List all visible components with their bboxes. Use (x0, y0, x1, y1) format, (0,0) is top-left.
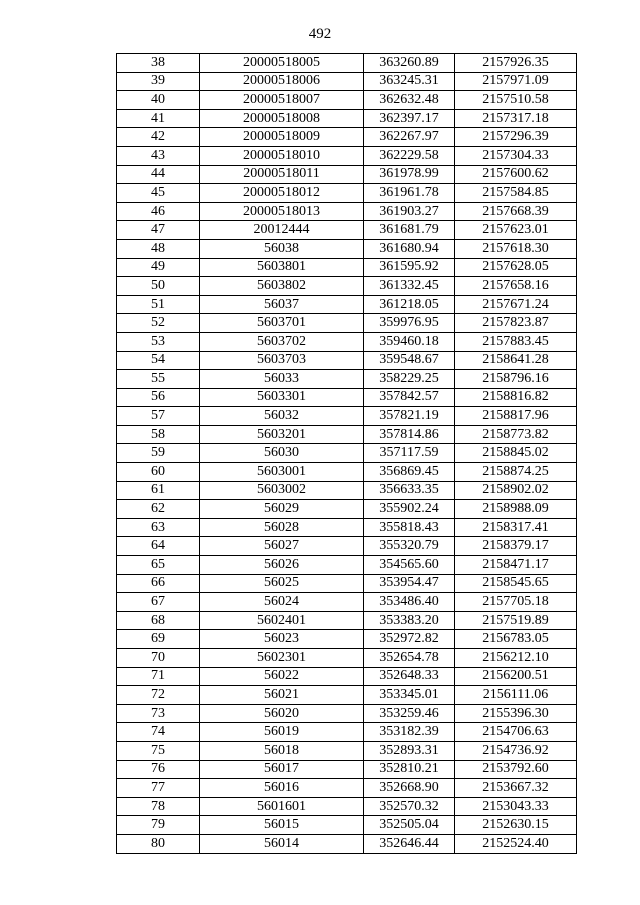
x-coordinate-cell: 362267.97 (364, 128, 455, 147)
row-number-cell: 47 (117, 221, 200, 240)
y-coordinate-cell: 2157584.85 (455, 184, 577, 203)
table-row (117, 816, 577, 835)
table-row (117, 537, 577, 556)
x-coordinate-cell: 363260.89 (364, 54, 455, 73)
point-id-cell: 56029 (200, 500, 364, 519)
y-coordinate-cell: 2157823.87 (455, 314, 577, 333)
x-coordinate-cell: 352893.31 (364, 741, 455, 760)
point-id-cell: 56032 (200, 407, 364, 426)
point-id-cell: 56020 (200, 704, 364, 723)
y-coordinate-cell: 2157304.33 (455, 146, 577, 165)
y-coordinate-cell: 2157296.39 (455, 128, 577, 147)
y-coordinate-cell: 2154706.63 (455, 723, 577, 742)
point-id-cell: 56016 (200, 779, 364, 798)
table-row (117, 202, 577, 221)
table-row (117, 165, 577, 184)
point-id-cell: 56027 (200, 537, 364, 556)
table-row (117, 760, 577, 779)
page-number: 492 (308, 26, 332, 42)
y-coordinate-cell: 2157519.89 (455, 611, 577, 630)
y-coordinate-cell: 2158796.16 (455, 370, 577, 389)
table-row (117, 109, 577, 128)
y-coordinate-cell: 2158773.82 (455, 425, 577, 444)
table-row (117, 630, 577, 649)
row-number-cell: 67 (117, 593, 200, 612)
row-number-cell: 49 (117, 258, 200, 277)
y-coordinate-cell: 2158641.28 (455, 351, 577, 370)
y-coordinate-cell: 2157705.18 (455, 593, 577, 612)
row-number-cell: 64 (117, 537, 200, 556)
x-coordinate-cell: 361903.27 (364, 202, 455, 221)
row-number-cell: 46 (117, 202, 200, 221)
point-id-cell: 20000518007 (200, 91, 364, 110)
x-coordinate-cell: 353182.39 (364, 723, 455, 742)
x-coordinate-cell: 358229.25 (364, 370, 455, 389)
row-number-cell: 68 (117, 611, 200, 630)
row-number-cell: 56 (117, 388, 200, 407)
x-coordinate-cell: 361961.78 (364, 184, 455, 203)
table-row (117, 277, 577, 296)
table-row (117, 221, 577, 240)
point-id-cell: 5603001 (200, 463, 364, 482)
row-number-cell: 45 (117, 184, 200, 203)
x-coordinate-cell: 359976.95 (364, 314, 455, 333)
point-id-cell: 56030 (200, 444, 364, 463)
x-coordinate-cell: 353486.40 (364, 593, 455, 612)
row-number-cell: 39 (117, 72, 200, 91)
x-coordinate-cell: 357842.57 (364, 388, 455, 407)
coordinates-table (116, 53, 577, 854)
x-coordinate-cell: 361680.94 (364, 239, 455, 258)
x-coordinate-cell: 354565.60 (364, 556, 455, 575)
table-row (117, 481, 577, 500)
x-coordinate-cell: 357117.59 (364, 444, 455, 463)
point-id-cell: 5603201 (200, 425, 364, 444)
y-coordinate-cell: 2158379.17 (455, 537, 577, 556)
table-row (117, 146, 577, 165)
y-coordinate-cell: 2156200.51 (455, 667, 577, 686)
table-row (117, 779, 577, 798)
y-coordinate-cell: 2158816.82 (455, 388, 577, 407)
row-number-cell: 40 (117, 91, 200, 110)
row-number-cell: 61 (117, 481, 200, 500)
point-id-cell: 5603703 (200, 351, 364, 370)
y-coordinate-cell: 2156111.06 (455, 686, 577, 705)
table-row (117, 332, 577, 351)
table-row (117, 444, 577, 463)
row-number-cell: 42 (117, 128, 200, 147)
row-number-cell: 51 (117, 295, 200, 314)
point-id-cell: 56021 (200, 686, 364, 705)
x-coordinate-cell: 353383.20 (364, 611, 455, 630)
y-coordinate-cell: 2157658.16 (455, 277, 577, 296)
x-coordinate-cell: 356869.45 (364, 463, 455, 482)
table-row (117, 295, 577, 314)
table-row (117, 314, 577, 333)
y-coordinate-cell: 2158317.41 (455, 518, 577, 537)
x-coordinate-cell: 352570.32 (364, 797, 455, 816)
row-number-cell: 73 (117, 704, 200, 723)
point-id-cell: 5602401 (200, 611, 364, 630)
row-number-cell: 52 (117, 314, 200, 333)
table-row (117, 611, 577, 630)
y-coordinate-cell: 2158471.17 (455, 556, 577, 575)
table-row (117, 184, 577, 203)
point-id-cell: 20000518013 (200, 202, 364, 221)
point-id-cell: 56018 (200, 741, 364, 760)
y-coordinate-cell: 2157971.09 (455, 72, 577, 91)
table-row (117, 556, 577, 575)
row-number-cell: 58 (117, 425, 200, 444)
coordinates-table-body (117, 54, 577, 854)
table-row (117, 128, 577, 147)
x-coordinate-cell: 362229.58 (364, 146, 455, 165)
point-id-cell: 56024 (200, 593, 364, 612)
table-row (117, 834, 577, 853)
point-id-cell: 56033 (200, 370, 364, 389)
point-id-cell: 56026 (200, 556, 364, 575)
point-id-cell: 20000518011 (200, 165, 364, 184)
x-coordinate-cell: 357814.86 (364, 425, 455, 444)
point-id-cell: 5603701 (200, 314, 364, 333)
x-coordinate-cell: 361218.05 (364, 295, 455, 314)
table-row (117, 463, 577, 482)
row-number-cell: 79 (117, 816, 200, 835)
y-coordinate-cell: 2156212.10 (455, 649, 577, 668)
point-id-cell: 20000518010 (200, 146, 364, 165)
point-id-cell: 56017 (200, 760, 364, 779)
row-number-cell: 65 (117, 556, 200, 575)
table-row (117, 370, 577, 389)
table-row (117, 723, 577, 742)
y-coordinate-cell: 2157926.35 (455, 54, 577, 73)
point-id-cell: 5603802 (200, 277, 364, 296)
table-row (117, 239, 577, 258)
point-id-cell: 20012444 (200, 221, 364, 240)
table-row (117, 704, 577, 723)
row-number-cell: 43 (117, 146, 200, 165)
table-row (117, 72, 577, 91)
row-number-cell: 50 (117, 277, 200, 296)
row-number-cell: 71 (117, 667, 200, 686)
point-id-cell: 20000518005 (200, 54, 364, 73)
row-number-cell: 69 (117, 630, 200, 649)
y-coordinate-cell: 2158988.09 (455, 500, 577, 519)
y-coordinate-cell: 2157628.05 (455, 258, 577, 277)
x-coordinate-cell: 355818.43 (364, 518, 455, 537)
row-number-cell: 75 (117, 741, 200, 760)
y-coordinate-cell: 2157317.18 (455, 109, 577, 128)
x-coordinate-cell: 359548.67 (364, 351, 455, 370)
x-coordinate-cell: 361332.45 (364, 277, 455, 296)
row-number-cell: 44 (117, 165, 200, 184)
table-row (117, 54, 577, 73)
x-coordinate-cell: 353345.01 (364, 686, 455, 705)
y-coordinate-cell: 2158545.65 (455, 574, 577, 593)
point-id-cell: 56038 (200, 239, 364, 258)
table-row (117, 593, 577, 612)
point-id-cell: 5603002 (200, 481, 364, 500)
row-number-cell: 41 (117, 109, 200, 128)
table-row (117, 425, 577, 444)
table-row (117, 686, 577, 705)
x-coordinate-cell: 352648.33 (364, 667, 455, 686)
point-id-cell: 56014 (200, 834, 364, 853)
y-coordinate-cell: 2157510.58 (455, 91, 577, 110)
point-id-cell: 20000518006 (200, 72, 364, 91)
y-coordinate-cell: 2153792.60 (455, 760, 577, 779)
table-row (117, 741, 577, 760)
y-coordinate-cell: 2157671.24 (455, 295, 577, 314)
table-row (117, 500, 577, 519)
point-id-cell: 5603301 (200, 388, 364, 407)
x-coordinate-cell: 352654.78 (364, 649, 455, 668)
y-coordinate-cell: 2157623.01 (455, 221, 577, 240)
point-id-cell: 5601601 (200, 797, 364, 816)
x-coordinate-cell: 352972.82 (364, 630, 455, 649)
point-id-cell: 56023 (200, 630, 364, 649)
row-number-cell: 78 (117, 797, 200, 816)
row-number-cell: 54 (117, 351, 200, 370)
row-number-cell: 74 (117, 723, 200, 742)
row-number-cell: 63 (117, 518, 200, 537)
x-coordinate-cell: 352505.04 (364, 816, 455, 835)
row-number-cell: 59 (117, 444, 200, 463)
point-id-cell: 5602301 (200, 649, 364, 668)
table-row (117, 258, 577, 277)
x-coordinate-cell: 362632.48 (364, 91, 455, 110)
point-id-cell: 56028 (200, 518, 364, 537)
x-coordinate-cell: 352810.21 (364, 760, 455, 779)
row-number-cell: 66 (117, 574, 200, 593)
row-number-cell: 76 (117, 760, 200, 779)
point-id-cell: 20000518009 (200, 128, 364, 147)
x-coordinate-cell: 353954.47 (364, 574, 455, 593)
row-number-cell: 60 (117, 463, 200, 482)
table-row (117, 351, 577, 370)
y-coordinate-cell: 2154736.92 (455, 741, 577, 760)
point-id-cell: 56015 (200, 816, 364, 835)
row-number-cell: 62 (117, 500, 200, 519)
point-id-cell: 56025 (200, 574, 364, 593)
row-number-cell: 70 (117, 649, 200, 668)
y-coordinate-cell: 2153043.33 (455, 797, 577, 816)
row-number-cell: 48 (117, 239, 200, 258)
table-row (117, 91, 577, 110)
row-number-cell: 57 (117, 407, 200, 426)
y-coordinate-cell: 2158874.25 (455, 463, 577, 482)
table-row (117, 649, 577, 668)
table-row (117, 574, 577, 593)
x-coordinate-cell: 361595.92 (364, 258, 455, 277)
x-coordinate-cell: 355320.79 (364, 537, 455, 556)
y-coordinate-cell: 2156783.05 (455, 630, 577, 649)
row-number-cell: 38 (117, 54, 200, 73)
table-row (117, 667, 577, 686)
y-coordinate-cell: 2158845.02 (455, 444, 577, 463)
row-number-cell: 80 (117, 834, 200, 853)
x-coordinate-cell: 363245.31 (364, 72, 455, 91)
x-coordinate-cell: 359460.18 (364, 332, 455, 351)
y-coordinate-cell: 2152630.15 (455, 816, 577, 835)
x-coordinate-cell: 357821.19 (364, 407, 455, 426)
x-coordinate-cell: 352646.44 (364, 834, 455, 853)
point-id-cell: 56022 (200, 667, 364, 686)
y-coordinate-cell: 2158817.96 (455, 407, 577, 426)
y-coordinate-cell: 2157668.39 (455, 202, 577, 221)
point-id-cell: 20000518008 (200, 109, 364, 128)
table-row (117, 407, 577, 426)
row-number-cell: 53 (117, 332, 200, 351)
x-coordinate-cell: 362397.17 (364, 109, 455, 128)
x-coordinate-cell: 356633.35 (364, 481, 455, 500)
table-row (117, 388, 577, 407)
x-coordinate-cell: 355902.24 (364, 500, 455, 519)
y-coordinate-cell: 2158902.02 (455, 481, 577, 500)
point-id-cell: 56037 (200, 295, 364, 314)
x-coordinate-cell: 361978.99 (364, 165, 455, 184)
x-coordinate-cell: 352668.90 (364, 779, 455, 798)
x-coordinate-cell: 361681.79 (364, 221, 455, 240)
row-number-cell: 77 (117, 779, 200, 798)
row-number-cell: 72 (117, 686, 200, 705)
x-coordinate-cell: 353259.46 (364, 704, 455, 723)
row-number-cell: 55 (117, 370, 200, 389)
y-coordinate-cell: 2157883.45 (455, 332, 577, 351)
point-id-cell: 20000518012 (200, 184, 364, 203)
point-id-cell: 5603801 (200, 258, 364, 277)
y-coordinate-cell: 2155396.30 (455, 704, 577, 723)
point-id-cell: 5603702 (200, 332, 364, 351)
y-coordinate-cell: 2152524.40 (455, 834, 577, 853)
table-row (117, 518, 577, 537)
y-coordinate-cell: 2157600.62 (455, 165, 577, 184)
point-id-cell: 56019 (200, 723, 364, 742)
table-row (117, 797, 577, 816)
y-coordinate-cell: 2157618.30 (455, 239, 577, 258)
y-coordinate-cell: 2153667.32 (455, 779, 577, 798)
